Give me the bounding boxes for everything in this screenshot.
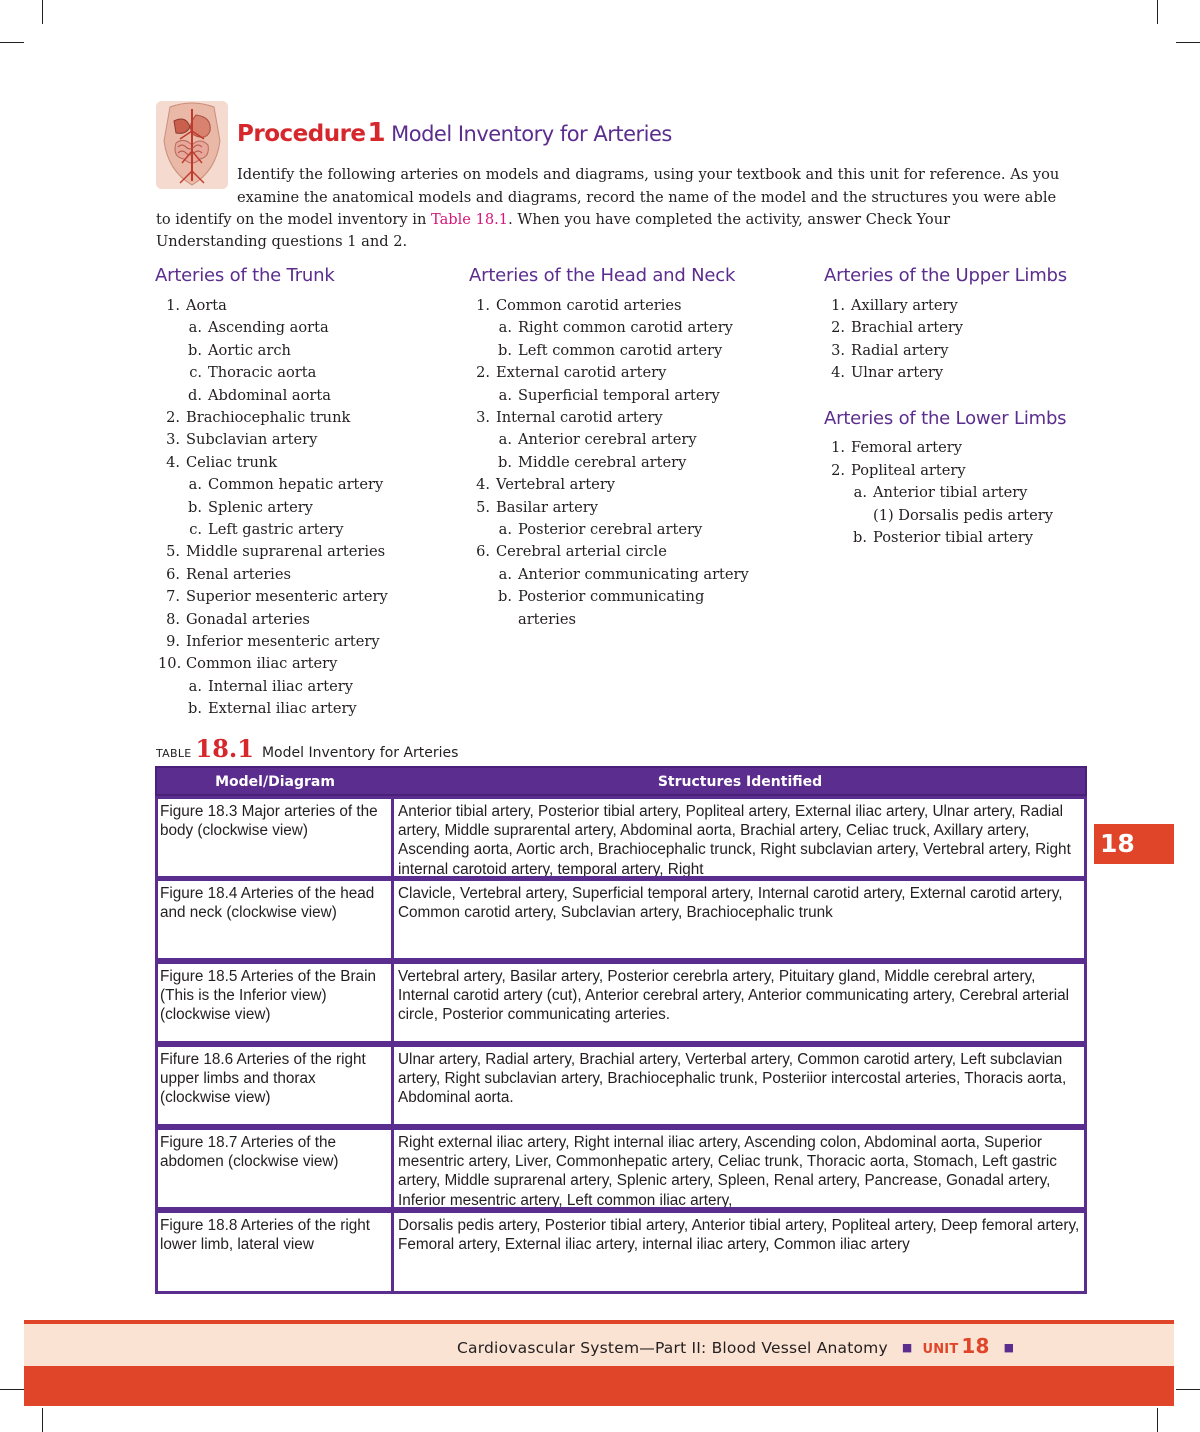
list-item bbox=[158, 453, 277, 473]
structures-identified-text: Right external iliac artery, Right internal iliac artery, Ascending colon, Abdominal aorta, Superior mesentric artery, Liver, Commonhepatic artery, Celiac trunk, Thoracic aorta, Stomach, Left gastric artery, Middle suprarenal artery, Splenic artery, Spleen, Renal artery, Pancrease, Gonadal artery, Inferior mesentric artery, Left common iliac artery, bbox=[398, 1134, 1057, 1208]
table-cell-structures bbox=[391, 796, 1087, 879]
list-item bbox=[492, 341, 722, 361]
list-marker: 8. bbox=[166, 610, 180, 628]
table-cell-model bbox=[155, 1210, 394, 1294]
list-marker: 1. bbox=[476, 297, 490, 314]
structures-identified-text: Ulnar artery, Radial artery, Brachial artery, Verterbal artery, Common carotid artery, Left subclavian artery, Right subclavian artery, Brachiocephalic trunk, Posteriior intercostal arteries, Thoracis aorta, Abdominal aorta. bbox=[398, 1051, 1067, 1107]
list-marker: a. bbox=[188, 677, 202, 695]
table-cell-model bbox=[155, 796, 394, 879]
footer-unit-number: 18 bbox=[961, 1334, 990, 1358]
list-item-text: Aorta bbox=[186, 297, 227, 314]
list-marker: 1. bbox=[831, 439, 845, 456]
list-item-text: Radial artery bbox=[851, 341, 949, 359]
list-marker: 3. bbox=[476, 409, 490, 426]
list-item bbox=[182, 386, 331, 406]
list-marker: 5. bbox=[476, 498, 490, 516]
list-marker: 4. bbox=[166, 453, 180, 471]
crop-mark bbox=[42, 1408, 43, 1432]
list-item bbox=[492, 453, 686, 473]
list-item bbox=[823, 318, 963, 338]
intro-text: . When you have completed the activity, answer Check Your bbox=[508, 211, 951, 228]
list-marker: a. bbox=[498, 319, 512, 337]
list-item-text: Brachiocephalic trunk bbox=[186, 409, 351, 426]
list-marker: b. bbox=[188, 341, 202, 359]
heading-lower-limbs: Arteries of the Lower Limbs bbox=[824, 408, 1067, 429]
procedure-label: Procedure bbox=[237, 121, 366, 147]
list-item-text: Middle suprarenal arteries bbox=[186, 543, 386, 561]
list-item bbox=[823, 296, 958, 316]
list-item-text: (1) Dorsalis pedis artery bbox=[873, 506, 1053, 524]
table-cell-model bbox=[155, 1044, 394, 1127]
list-item-text: Anterior communicating artery bbox=[518, 565, 749, 583]
list-item-text: Abdominal aorta bbox=[208, 386, 331, 404]
list-item bbox=[158, 296, 227, 316]
crop-mark bbox=[1176, 42, 1200, 43]
table-cell-structures bbox=[391, 1127, 1087, 1210]
list-item-text: arteries bbox=[518, 610, 576, 628]
list-marker: a. bbox=[498, 521, 512, 538]
list-item-text: Superior mesenteric artery bbox=[186, 588, 388, 606]
list-item bbox=[492, 318, 733, 338]
list-item bbox=[492, 587, 704, 607]
list-item-text: Aortic arch bbox=[208, 341, 291, 359]
list-marker: a. bbox=[498, 565, 512, 583]
heading-head-neck: Arteries of the Head and Neck bbox=[469, 265, 736, 286]
list-item-text: Ulnar artery bbox=[851, 364, 944, 382]
list-item-text: Celiac trunk bbox=[186, 453, 278, 471]
list-marker: 4. bbox=[476, 476, 490, 494]
list-marker: 4. bbox=[831, 364, 845, 382]
list-marker: b. bbox=[188, 700, 202, 718]
model-diagram-text: Figure 18.5 Arteries of the Brain (This is the Inferior view) (clockwise view) bbox=[160, 968, 376, 1024]
list-item bbox=[182, 363, 316, 383]
list-item bbox=[468, 363, 666, 383]
list-marker: b. bbox=[498, 588, 512, 606]
list-item-text: Renal arteries bbox=[186, 565, 291, 583]
crop-mark bbox=[1157, 1408, 1158, 1432]
table-cell-structures bbox=[391, 1210, 1087, 1294]
model-diagram-text: Figure 18.8 Arteries of the right lower limb, lateral view bbox=[160, 1217, 371, 1254]
list-item-text: Posterior communicating bbox=[518, 588, 705, 606]
list-item bbox=[158, 542, 385, 562]
list-marker: a. bbox=[853, 484, 867, 502]
intro-text: to identify on the model inventory in bbox=[156, 211, 431, 228]
list-marker: 3. bbox=[166, 431, 180, 449]
table-cell-structures bbox=[391, 1044, 1087, 1127]
list-item-text: Posterior tibial artery bbox=[873, 529, 1033, 547]
crop-mark bbox=[1176, 1389, 1200, 1390]
list-item bbox=[182, 475, 383, 495]
list-marker: 5. bbox=[166, 543, 180, 561]
list-marker: c. bbox=[189, 521, 202, 538]
list-item-text: Brachial artery bbox=[851, 319, 964, 337]
list-marker: 6. bbox=[166, 565, 180, 583]
list-item-text: Left gastric artery bbox=[208, 521, 344, 538]
list-marker: b. bbox=[498, 453, 512, 471]
list-item bbox=[468, 542, 667, 562]
list-item-text: Superficial temporal artery bbox=[518, 386, 720, 404]
list-item bbox=[492, 430, 697, 450]
table-title: Model Inventory for Arteries bbox=[261, 745, 459, 761]
list-item bbox=[468, 498, 598, 518]
list-item-text: Left common carotid artery bbox=[518, 341, 723, 359]
list-item bbox=[158, 587, 388, 607]
table-cell-model bbox=[155, 961, 394, 1044]
list-item bbox=[158, 632, 380, 652]
list-item bbox=[847, 528, 1033, 548]
list-item-text: Posterior cerebral artery bbox=[518, 521, 703, 538]
intro-line: examine the anatomical models and diagrams, record the name of the model and the structures you were able bbox=[237, 189, 1057, 206]
crop-mark bbox=[0, 42, 24, 43]
list-marker: b. bbox=[188, 498, 202, 516]
table-header-row bbox=[155, 766, 1087, 796]
model-diagram-text: Figure 18.3 Major arteries of the body (clockwise view) bbox=[160, 803, 378, 840]
list-item-text: Splenic artery bbox=[208, 498, 313, 516]
list-marker: 9. bbox=[166, 633, 180, 650]
list-marker: 2. bbox=[831, 319, 845, 337]
structures-identified-text: Clavicle, Vertebral artery, Superficial temporal artery, Internal carotid artery, External carotid artery, Common carotid artery, Subclavian artery, Brachiocephalic trunk bbox=[398, 885, 1063, 922]
list-item-text: Anterior cerebral artery bbox=[518, 431, 697, 449]
chapter-side-tab bbox=[1094, 824, 1174, 864]
table-cell-structures bbox=[391, 961, 1087, 1044]
heading-trunk: Arteries of the Trunk bbox=[155, 265, 335, 286]
list-item bbox=[823, 341, 948, 361]
square-bullet-icon: ■ bbox=[1003, 1341, 1015, 1354]
list-marker: a. bbox=[498, 386, 512, 404]
list-item-text: Anterior tibial artery bbox=[873, 484, 1028, 502]
list-item bbox=[873, 506, 1053, 526]
list-item bbox=[182, 318, 329, 338]
list-item bbox=[182, 699, 357, 719]
list-marker: b. bbox=[853, 529, 867, 547]
list-item bbox=[492, 386, 720, 406]
footer-unit-label: UNIT bbox=[922, 1342, 959, 1357]
list-item-text: Subclavian artery bbox=[186, 431, 318, 449]
list-item bbox=[182, 341, 291, 361]
crop-mark bbox=[0, 1389, 24, 1390]
intro-line bbox=[156, 209, 950, 232]
list-item-text: Axillary artery bbox=[851, 297, 958, 314]
structures-identified-text: Anterior tibial artery, Posterior tibial artery, Popliteal artery, External iliac artery, Ulnar artery, Radial artery, Middle suprarental artery, Abdominal aorta, Brachial artery, Celiac truck, Axillary artery, Ascending aorta, Aortic arch, Brachiocephalic trunck, Right subclavian artery, Vertebral artery, Right internal carotoid artery, temporal artery, Right bbox=[398, 803, 1071, 877]
chapter-number: 18 bbox=[1100, 829, 1135, 858]
list-item bbox=[492, 610, 576, 630]
structures-identified-text: Vertebral artery, Basilar artery, Posterior cerebrla artery, Pituitary gland, Middle cerebral artery, Internal carotid artery (cut), Anterior cerebral artery, Anterior communicating artery, Cerebral arterial circle, Posterior communicating arteries. bbox=[398, 968, 1070, 1024]
list-item-text: Basilar artery bbox=[496, 498, 598, 516]
table-cell-model bbox=[155, 878, 394, 961]
list-item-text: Ascending aorta bbox=[208, 319, 329, 337]
list-item bbox=[823, 438, 962, 458]
structures-identified-text: Dorsalis pedis artery, Posterior tibial artery, Anterior tibial artery, Popliteal artery, Deep femoral artery, Femoral artery, External iliac artery, internal iliac artery, Common iliac artery bbox=[398, 1217, 1080, 1254]
model-inventory-table bbox=[155, 766, 1087, 1294]
square-bullet-icon: ■ bbox=[901, 1341, 913, 1354]
list-marker: a. bbox=[498, 431, 512, 449]
crop-mark bbox=[1157, 0, 1158, 24]
model-diagram-text: Figure 18.4 Arteries of the head and neck (clockwise view) bbox=[160, 885, 375, 922]
list-marker: 3. bbox=[831, 341, 845, 359]
running-footer bbox=[457, 1334, 1024, 1358]
list-item bbox=[823, 363, 943, 383]
list-marker: 1. bbox=[166, 297, 180, 314]
footer-title: Cardiovascular System—Part II: Blood Vessel Anatomy bbox=[457, 1339, 888, 1357]
list-item-text: Internal carotid artery bbox=[496, 409, 663, 426]
list-item bbox=[182, 520, 343, 540]
list-item bbox=[158, 654, 337, 674]
list-marker: 2. bbox=[831, 461, 845, 479]
list-item-text: Gonadal arteries bbox=[186, 610, 310, 628]
intro-line: Identify the following arteries on models and diagrams, using your textbook and this unit for reference. As you bbox=[237, 166, 1060, 183]
list-marker: a. bbox=[188, 319, 202, 337]
list-marker: 10. bbox=[158, 655, 182, 673]
list-marker: 6. bbox=[476, 543, 490, 561]
procedure-anatomy-illustration bbox=[156, 101, 228, 189]
table-caption bbox=[156, 734, 458, 763]
list-item-text: Popliteal artery bbox=[851, 461, 966, 479]
list-item-text: External iliac artery bbox=[208, 700, 357, 718]
list-item bbox=[468, 475, 615, 495]
list-item-text: Internal iliac artery bbox=[208, 677, 353, 695]
list-item-text: Right common carotid artery bbox=[518, 319, 733, 337]
table-reference-link[interactable]: Table 18.1 bbox=[431, 211, 509, 228]
list-marker: a. bbox=[188, 476, 202, 494]
list-item bbox=[847, 483, 1027, 503]
list-item bbox=[182, 677, 353, 697]
list-item-text: Common hepatic artery bbox=[208, 476, 384, 494]
table-number: 18.1 bbox=[195, 734, 254, 763]
list-item bbox=[468, 408, 663, 428]
list-item-text: Middle cerebral artery bbox=[518, 453, 687, 471]
list-item-text: External carotid artery bbox=[496, 364, 667, 382]
list-item bbox=[492, 520, 702, 540]
model-diagram-text: Figure 18.7 Arteries of the abdomen (clockwise view) bbox=[160, 1134, 339, 1171]
list-marker: c. bbox=[189, 364, 202, 382]
list-item-text: Common iliac artery bbox=[186, 655, 338, 673]
table-label: TABLE bbox=[156, 747, 192, 760]
intro-line: Understanding questions 1 and 2. bbox=[156, 233, 408, 250]
procedure-number: 1 bbox=[367, 118, 386, 148]
list-marker: 2. bbox=[476, 364, 490, 382]
list-item bbox=[468, 296, 682, 316]
list-marker: 2. bbox=[166, 409, 180, 426]
table-cell-structures bbox=[391, 878, 1087, 961]
list-marker: d. bbox=[188, 386, 202, 404]
list-item-text: Vertebral artery bbox=[496, 476, 616, 494]
model-diagram-text: Fifure 18.6 Arteries of the right upper limbs and thorax (clockwise view) bbox=[160, 1051, 366, 1107]
heading-upper-limbs: Arteries of the Upper Limbs bbox=[824, 265, 1067, 286]
table-cell-model bbox=[155, 1127, 394, 1210]
procedure-title-text: Model Inventory for Arteries bbox=[391, 122, 672, 146]
list-item bbox=[492, 565, 749, 585]
list-item-text: Femoral artery bbox=[851, 439, 962, 456]
list-item bbox=[182, 498, 313, 518]
list-item-text: Common carotid arteries bbox=[496, 297, 682, 314]
column-header-structures: Structures Identified bbox=[657, 774, 823, 790]
procedure-title bbox=[237, 118, 672, 148]
list-item bbox=[158, 565, 291, 585]
list-item bbox=[823, 461, 966, 481]
list-item-text: Thoracic aorta bbox=[208, 364, 317, 382]
crop-mark bbox=[42, 0, 43, 24]
list-item-text: Cerebral arterial circle bbox=[496, 543, 667, 561]
footer-color-bar bbox=[24, 1366, 1174, 1406]
list-item bbox=[158, 408, 350, 428]
column-header-model: Model/Diagram bbox=[215, 774, 335, 790]
list-marker: 7. bbox=[166, 588, 180, 606]
list-marker: b. bbox=[498, 341, 512, 359]
list-marker: 1. bbox=[831, 297, 845, 314]
list-item bbox=[158, 430, 317, 450]
list-item bbox=[158, 610, 310, 630]
list-item-text: Inferior mesenteric artery bbox=[186, 633, 380, 650]
